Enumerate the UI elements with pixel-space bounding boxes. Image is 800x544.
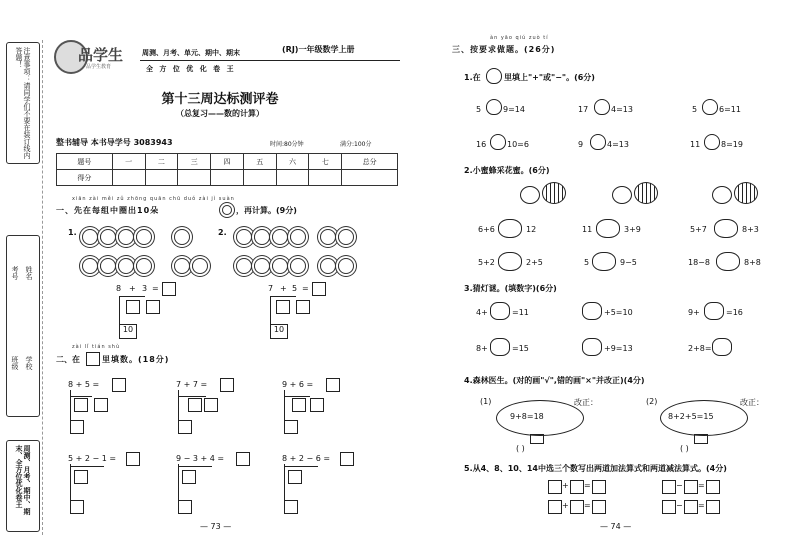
q4-a-fix: 改正：: [574, 398, 598, 407]
ten-box: 10: [119, 324, 137, 339]
apple-eq-a: 5: [692, 105, 698, 114]
q5-op: −: [676, 501, 683, 510]
bracket-line: [119, 296, 145, 297]
q1-sub2: 2.: [218, 228, 227, 237]
student-info-box: [6, 235, 40, 417]
q5-op: =: [584, 481, 591, 490]
q3-3-title: 3.猜灯谜。(填数字)(6分): [464, 284, 557, 293]
q3-1-tail: 里填上"+"或"−"。(6分): [504, 73, 595, 82]
header-rule: [140, 60, 400, 61]
bee-left: 5: [584, 258, 590, 267]
flower-icon[interactable]: [118, 229, 134, 245]
score-input[interactable]: [178, 170, 211, 186]
field-xingming: 姓名: [25, 266, 33, 280]
answer-box[interactable]: [288, 470, 302, 484]
flower-icon[interactable]: [174, 258, 190, 274]
bracket-line: [270, 296, 296, 297]
tree-trunk: [530, 434, 544, 444]
flower-icon[interactable]: [254, 229, 270, 245]
bee-right: 12: [526, 225, 537, 234]
q1-eq1-b: 3: [142, 284, 148, 293]
score-cell: 四: [211, 154, 244, 170]
flower-icon[interactable]: [338, 229, 354, 245]
q1-eq2-a: 7: [268, 284, 274, 293]
q5-op: −: [676, 481, 683, 490]
q4-a-expr: 9+8=18: [510, 412, 544, 421]
bracket-line: [119, 296, 120, 326]
answer-box[interactable]: [94, 398, 108, 412]
apple-eq-rhs: 4=13: [611, 105, 633, 114]
bee-left: 11: [582, 225, 593, 234]
q2-eq: 9 + 6 =: [282, 380, 314, 389]
apple-eq-a: 9: [578, 140, 584, 149]
answer-box[interactable]: [706, 500, 720, 514]
bracket-line: [284, 464, 285, 500]
flower-icon[interactable]: [338, 258, 354, 274]
answer-box[interactable]: [312, 282, 326, 296]
flower-icon[interactable]: [272, 229, 288, 245]
apple-eq-rhs: 6=11: [719, 105, 741, 114]
score-input[interactable]: [309, 170, 342, 186]
q4-b-fix: 改正：: [740, 398, 764, 407]
q5-op: =: [698, 501, 705, 510]
lantern-answer[interactable]: [490, 302, 510, 320]
bee-right: 9−5: [620, 258, 637, 267]
apple-answer[interactable]: [486, 99, 502, 115]
q4-a-label: (1): [480, 397, 492, 406]
apple-answer[interactable]: [490, 134, 506, 150]
answer-box[interactable]: [340, 452, 354, 466]
flower-icon[interactable]: [236, 258, 252, 274]
bee-icon: [634, 182, 658, 204]
bee-left: 5+7: [690, 225, 707, 234]
answer-box[interactable]: [178, 500, 192, 514]
spine-brand: 周测、月考、期中、期末、全方位优化卷王: [15, 445, 31, 515]
answer-box[interactable]: [310, 398, 324, 412]
bee-right: 8+8: [744, 258, 761, 267]
q3-title: 三、按要求做题。(26分): [452, 45, 556, 54]
answer-box[interactable]: [182, 470, 196, 484]
q1-eq2-op: +: [280, 284, 287, 293]
page-number-right: — 74 —: [600, 522, 632, 531]
bracket-line: [178, 464, 179, 500]
brand-name: 品学生: [78, 46, 124, 64]
q4-a-paren[interactable]: ( ): [516, 444, 525, 453]
answer-box[interactable]: [284, 420, 298, 434]
q5-op: =: [584, 501, 591, 510]
spine-brand-box: [6, 440, 40, 532]
flower-icon[interactable]: [236, 229, 252, 245]
flower-icon[interactable]: [272, 258, 288, 274]
page-title: 第十三周达标测评卷: [161, 92, 279, 107]
score-cell: 三: [178, 154, 211, 170]
bee-left: 6+6: [478, 225, 495, 234]
q4-b-expr: 8+2+5=15: [668, 412, 714, 421]
bracket-line: [284, 390, 285, 422]
notice-box: [6, 42, 40, 164]
flower-icon: [222, 205, 232, 215]
answer-box[interactable]: [74, 470, 88, 484]
field-kaohao: 考号: [11, 266, 19, 280]
answer-box[interactable]: [548, 500, 562, 514]
brand-sub: 品学生教育: [86, 64, 112, 70]
q4-b-paren[interactable]: ( ): [680, 444, 689, 453]
flower-icon[interactable]: [290, 229, 306, 245]
answer-box[interactable]: [592, 480, 606, 494]
bracket-line: [284, 396, 310, 397]
score-cell: 五: [243, 154, 276, 170]
answer-box[interactable]: [204, 398, 218, 412]
flower-icon[interactable]: [100, 229, 116, 245]
answer-box[interactable]: [326, 378, 340, 392]
apple-answer[interactable]: [704, 134, 720, 150]
field-xuexiao: 学校: [25, 356, 33, 370]
answer-box[interactable]: [662, 500, 676, 514]
answer-box[interactable]: [706, 480, 720, 494]
lantern-answer[interactable]: [712, 338, 732, 356]
score-input[interactable]: [342, 170, 398, 186]
bracket-line: [178, 390, 179, 422]
answer-box[interactable]: [112, 378, 126, 392]
q5-title: 5.从4、8、10、14中选三个数写出两道加法算式和两道减法算式。(4分): [464, 464, 727, 473]
apple-eq-rhs: 10=6: [507, 140, 529, 149]
answer-box[interactable]: [126, 300, 140, 314]
lantern-left: 9+: [688, 308, 700, 317]
score-input[interactable]: [276, 170, 309, 186]
ten-box: 10: [270, 324, 288, 339]
score-label: 满分:100分: [340, 141, 372, 148]
score-cell: 二: [145, 154, 178, 170]
q5-op: +: [562, 501, 569, 510]
answer-box[interactable]: [284, 500, 298, 514]
q2-eq: 8 + 5 =: [68, 380, 100, 389]
bee-icon: [734, 182, 758, 204]
flower-icon[interactable]: [100, 258, 116, 274]
q1-sub1: 1.: [68, 228, 77, 237]
answer-box[interactable]: [662, 480, 676, 494]
answer-box[interactable]: [70, 500, 84, 514]
apple-eq-rhs: 9=14: [503, 105, 525, 114]
answer-box[interactable]: [146, 300, 160, 314]
lantern-right: +9=13: [604, 344, 633, 353]
spine-notice: 注意事项：请同学们不要在装订线内答题！: [15, 47, 31, 159]
lantern-answer[interactable]: [490, 338, 510, 356]
answer-box[interactable]: [178, 420, 192, 434]
bee-right: 8+3: [742, 225, 759, 234]
q5-op: =: [698, 481, 705, 490]
score-input[interactable]: [211, 170, 244, 186]
answer-box[interactable]: [276, 300, 290, 314]
answer-box[interactable]: [684, 500, 698, 514]
q3-pinyin: àn yāo qiú zuò tí: [490, 35, 549, 41]
bee-left: 18−8: [688, 258, 710, 267]
lantern-left: 4+: [476, 308, 488, 317]
score-cell: 七: [309, 154, 342, 170]
answer-box[interactable]: [296, 300, 310, 314]
compare-cloud[interactable]: [716, 252, 740, 271]
answer-box[interactable]: [292, 398, 306, 412]
q2-eq: 5 + 2 − 1 =: [68, 454, 117, 463]
flower-icon[interactable]: [320, 258, 336, 274]
bracket-line: [70, 396, 92, 397]
bracket-line: [70, 466, 104, 467]
score-input[interactable]: [112, 170, 145, 186]
apple-answer[interactable]: [702, 99, 718, 115]
answer-box[interactable]: [684, 480, 698, 494]
field-banji: 班级: [11, 356, 19, 370]
q1-eq2-b: 5: [292, 284, 298, 293]
apple-eq-rhs: 4=13: [607, 140, 629, 149]
bee-left: 5+2: [478, 258, 495, 267]
answer-box[interactable]: [236, 452, 250, 466]
answer-box[interactable]: [126, 452, 140, 466]
flower-icon[interactable]: [136, 229, 152, 245]
time-label: 时间:80分钟: [270, 141, 304, 148]
tree-trunk: [694, 434, 708, 444]
flower-icon[interactable]: [192, 258, 208, 274]
q3-2-title: 2.小蜜蜂采花蜜。(6分): [464, 166, 550, 175]
q2-pinyin: zài lǐ tián shù: [72, 344, 121, 350]
answer-box[interactable]: [162, 282, 176, 296]
lantern-left: 2+8=: [688, 344, 712, 353]
apple-answer[interactable]: [594, 99, 610, 115]
bee-icon: [542, 182, 566, 204]
lantern-left: 8+: [476, 344, 488, 353]
answer-box[interactable]: [570, 480, 584, 494]
box-icon: [86, 352, 100, 366]
bee-right: 2+5: [526, 258, 543, 267]
bracket-line: [70, 390, 71, 422]
bracket-line: [178, 466, 212, 467]
lantern-answer[interactable]: [582, 302, 602, 320]
answer-box[interactable]: [70, 420, 84, 434]
q5-op: +: [562, 481, 569, 490]
q1-eq1-eq: =: [152, 284, 159, 293]
score-cell: 六: [276, 154, 309, 170]
flower-icon[interactable]: [118, 258, 134, 274]
flower-icon[interactable]: [320, 229, 336, 245]
apple-icon: [486, 68, 502, 84]
apple-eq-a: 5: [476, 105, 482, 114]
q1-eq1-a: 8: [116, 284, 122, 293]
flower-icon: [712, 186, 732, 204]
bracket-line: [284, 466, 318, 467]
apple-eq-a: 17: [578, 105, 589, 114]
lantern-answer[interactable]: [704, 302, 724, 320]
lantern-answer[interactable]: [582, 338, 602, 356]
flower-icon[interactable]: [82, 229, 98, 245]
q1-eq1-op: +: [129, 284, 136, 293]
compare-cloud[interactable]: [498, 219, 522, 238]
flower-icon[interactable]: [136, 258, 152, 274]
apple-eq-a: 16: [476, 140, 487, 149]
page-subtitle: （总复习——数的计算）: [176, 109, 264, 118]
tutor-label: 整书辅导 本书导学号 3083943: [56, 138, 173, 147]
q3-1-title: 1.在: [464, 73, 481, 82]
answer-box[interactable]: [592, 500, 606, 514]
q4-title: 4.森林医生。(对的画"√",错的画"×"并改正)(4分): [464, 376, 645, 385]
bracket-line: [270, 296, 271, 326]
answer-box[interactable]: [188, 398, 202, 412]
lantern-right: =16: [726, 308, 743, 317]
compare-cloud[interactable]: [592, 252, 616, 271]
q1-pinyin: xiān zài měi zǔ zhōng quān chū duǒ zài jì suàn: [72, 196, 235, 202]
flower-icon[interactable]: [254, 258, 270, 274]
q2-title: 二、在: [56, 355, 80, 364]
answer-box[interactable]: [570, 500, 584, 514]
q1-eq2-eq: =: [302, 284, 309, 293]
page-number-left: — 73 —: [200, 522, 232, 531]
flower-icon[interactable]: [82, 258, 98, 274]
flower-icon[interactable]: [290, 258, 306, 274]
apple-eq-a: 11: [690, 140, 701, 149]
score-cell: 一: [112, 154, 145, 170]
apple-answer[interactable]: [590, 134, 606, 150]
score-input[interactable]: [145, 170, 178, 186]
binding-spine: [4, 40, 43, 535]
lantern-right: +5=10: [604, 308, 633, 317]
q2-eq: 7 + 7 =: [176, 380, 208, 389]
q2-eq: 9 − 3 + 4 =: [176, 454, 225, 463]
score-input[interactable]: [243, 170, 276, 186]
slogan: 全 方 位 优 化 卷 王: [146, 65, 236, 73]
compare-cloud[interactable]: [596, 219, 620, 238]
score-cell: 题号: [57, 154, 113, 170]
lantern-right: =15: [512, 344, 529, 353]
bracket-line: [70, 464, 71, 500]
flower-icon[interactable]: [174, 229, 190, 245]
grade-label: (RJ)一年级数学上册: [282, 45, 355, 54]
score-table: [56, 153, 398, 186]
q2-tail: 里填数。(18分): [102, 355, 170, 364]
bracket-line: [178, 396, 206, 397]
score-cell: 总分: [342, 154, 398, 170]
apple-eq-rhs: 8=19: [721, 140, 743, 149]
flower-icon: [612, 186, 632, 204]
answer-box[interactable]: [220, 378, 234, 392]
q4-b-label: (2): [646, 397, 658, 406]
q1-tail: ，再计算。(9分): [236, 206, 297, 215]
answer-box[interactable]: [74, 398, 88, 412]
score-cell: 得分: [57, 170, 113, 186]
q1-title: 一、先在每组中圈出10朵: [56, 206, 160, 215]
lantern-right: =11: [512, 308, 529, 317]
bee-right: 3+9: [624, 225, 641, 234]
score-value-row: [57, 170, 398, 186]
compare-cloud[interactable]: [498, 252, 522, 271]
compare-cloud[interactable]: [714, 219, 738, 238]
series-tags: 周测、月考、单元、期中、期末: [142, 49, 240, 57]
score-header-row: [57, 154, 398, 170]
q2-eq: 8 + 2 − 6 =: [282, 454, 331, 463]
answer-box[interactable]: [548, 480, 562, 494]
flower-icon: [520, 186, 540, 204]
